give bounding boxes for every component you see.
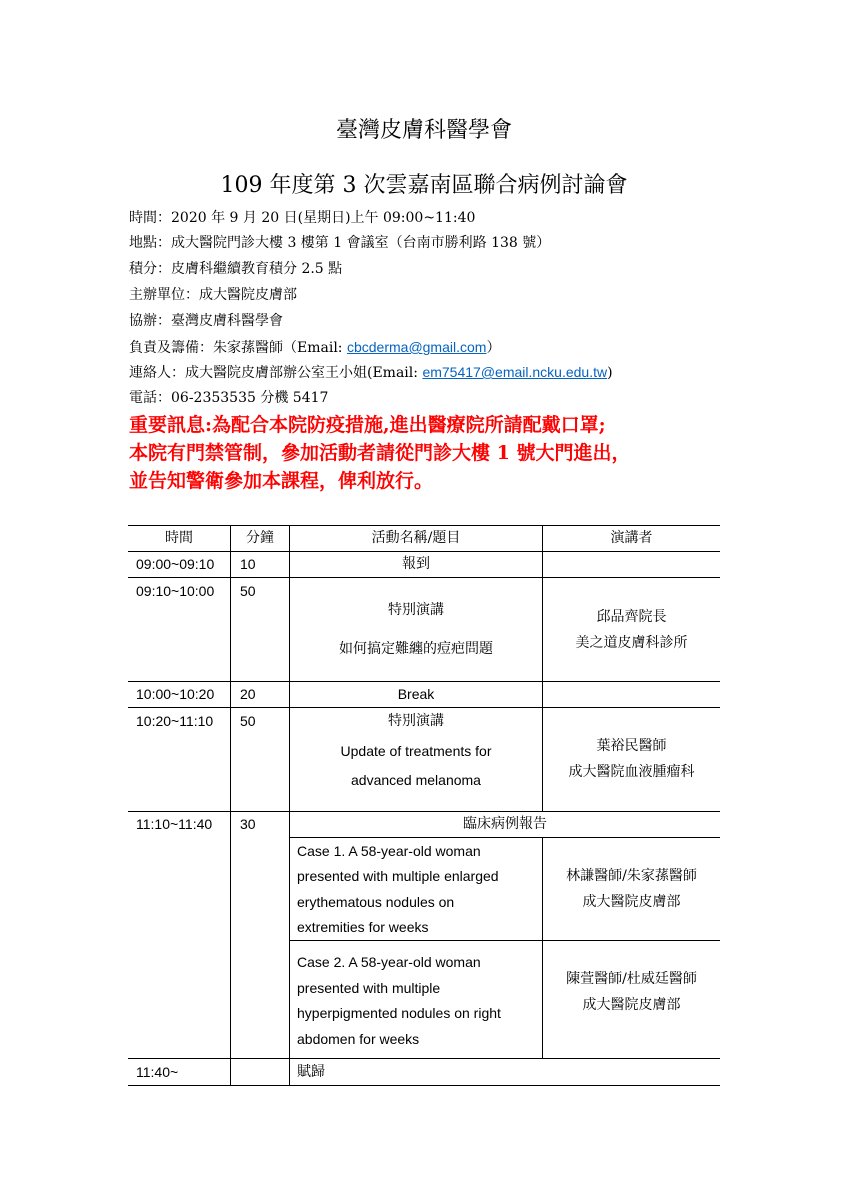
table-rule bbox=[230, 525, 231, 1086]
case-line: Case 1. A 58-year-old woman bbox=[297, 843, 481, 859]
row-topic: 臨床病例報告 bbox=[463, 816, 547, 832]
row-topic: Break bbox=[397, 686, 435, 702]
header-speaker: 演講者 bbox=[610, 530, 653, 546]
notice-line-3: 並告知警衛參加本課程，俾利放行。 bbox=[129, 470, 434, 492]
row-time: 11:10~11:40 bbox=[136, 816, 213, 832]
row-topic: 報到 bbox=[402, 556, 430, 572]
case-line: extremities for weeks bbox=[297, 919, 429, 935]
society-title: 臺灣皮膚科醫學會 bbox=[335, 118, 512, 143]
info-location: 地點：成大醫院門診大樓 3 樓第 1 會議室（台南市勝利路 138 號） bbox=[129, 235, 551, 251]
case-speaker-affiliation: 成大醫院皮膚部 bbox=[582, 997, 681, 1013]
info-phone: 電話：06-2353535 分機 5417 bbox=[129, 390, 329, 406]
row-topic-line: 特別演講 bbox=[388, 713, 444, 729]
info-time: 時間：2020 年 9 月 20 日(星期日)上午 09:00~11:40 bbox=[129, 210, 476, 226]
row-topic: 賦歸 bbox=[297, 1064, 325, 1080]
row-minutes: 30 bbox=[240, 816, 256, 832]
notice-line-2: 本院有門禁管制，參加活動者請從門診大樓 1 號大門進出， bbox=[129, 442, 631, 464]
case-line: abdomen for weeks bbox=[297, 1031, 420, 1047]
info-credits: 積分：皮膚科繼續教育積分 2.5 點 bbox=[129, 261, 343, 277]
info-person-in-charge bbox=[129, 338, 500, 357]
row-minutes: 10 bbox=[240, 556, 256, 572]
header-minutes: 分鐘 bbox=[246, 530, 274, 546]
contact-email-link[interactable]: em75417@email.ncku.edu.tw bbox=[422, 364, 608, 380]
case-speaker-affiliation: 成大醫院皮膚部 bbox=[582, 894, 681, 910]
case-line: presented with multiple bbox=[297, 980, 441, 996]
person-in-charge-label: 負責及籌備：朱家蓀醫師（Email: bbox=[129, 340, 347, 356]
important-notice bbox=[129, 411, 729, 495]
row-topic-line: 如何搞定難纏的痘疤問題 bbox=[339, 641, 493, 657]
row-speaker-affiliation: 成大醫院血液腫瘤科 bbox=[568, 764, 695, 780]
row-speaker-name: 葉裕民醫師 bbox=[596, 738, 667, 754]
table-rule bbox=[289, 837, 720, 838]
row-topic-line: advanced melanoma bbox=[351, 772, 481, 788]
row-topic-line: 特別演講 bbox=[388, 602, 444, 618]
contact-label: 連絡人：成大醫院皮膚部辦公室王小姐(Email: bbox=[129, 365, 423, 381]
table-rule bbox=[128, 1058, 720, 1059]
row-speaker-name: 邱品齊院長 bbox=[596, 609, 667, 625]
row-minutes: 50 bbox=[240, 713, 256, 729]
table-rule bbox=[128, 1085, 720, 1086]
case-line: hyperpigmented nodules on right bbox=[297, 1005, 501, 1021]
notice-line-1: 重要訊息:為配合本院防疫措施,進出醫療院所請配戴口罩; bbox=[129, 414, 606, 436]
case-line: Case 2. A 58-year-old woman bbox=[297, 954, 481, 970]
case-speaker-names: 陳萱醫師/杜威廷醫師 bbox=[566, 971, 697, 987]
case-speaker-names: 林謙醫師/朱家蓀醫師 bbox=[566, 868, 697, 884]
info-organizer: 主辦單位：成大醫院皮膚部 bbox=[129, 287, 297, 303]
row-time: 09:10~10:00 bbox=[136, 583, 215, 599]
table-rule bbox=[289, 940, 720, 941]
row-minutes: 50 bbox=[240, 583, 256, 599]
row-topic-line: Update of treatments for bbox=[340, 743, 492, 759]
row-time: 10:00~10:20 bbox=[136, 686, 215, 702]
case-line: presented with multiple enlarged bbox=[297, 868, 499, 884]
info-co-organizer: 協辦：臺灣皮膚科醫學會 bbox=[129, 313, 283, 329]
table-rule bbox=[128, 707, 720, 708]
row-speaker-affiliation: 美之道皮膚科診所 bbox=[575, 635, 688, 651]
row-minutes: 20 bbox=[240, 686, 256, 702]
case-line: erythematous nodules on bbox=[297, 894, 455, 910]
row-time: 11:40~ bbox=[136, 1064, 179, 1080]
header-topic: 活動名稱/題目 bbox=[371, 530, 461, 546]
row-time: 09:00~09:10 bbox=[136, 556, 215, 572]
person-in-charge-email-link[interactable]: cbcderma@gmail.com bbox=[346, 339, 487, 355]
contact-close: ) bbox=[607, 365, 613, 381]
row-time: 10:20~11:10 bbox=[136, 713, 214, 729]
header-time: 時間 bbox=[165, 530, 193, 546]
event-title: 109 年度第 3 次雲嘉南區聯合病例討論會 bbox=[220, 173, 628, 198]
person-in-charge-close: ） bbox=[486, 340, 501, 356]
table-rule bbox=[128, 577, 720, 578]
info-contact bbox=[129, 363, 613, 382]
